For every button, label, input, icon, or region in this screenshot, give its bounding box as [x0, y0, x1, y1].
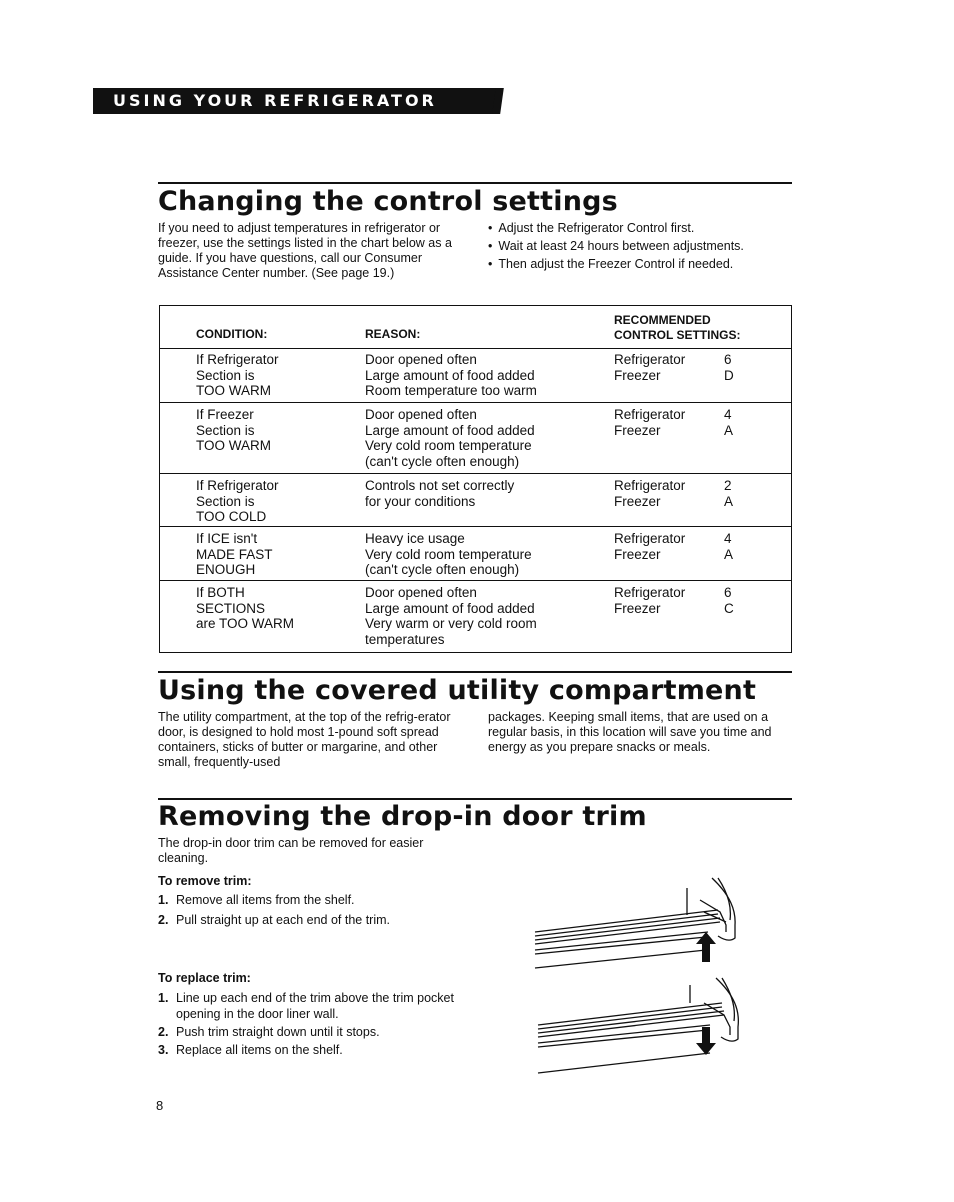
control-settings-intro: If you need to adjust temperatures in refrigerator or freezer, use the settings listed in the chart below as a guide. If you have questions, call our Consumer Assistance Center number. (See page 19.) — [158, 221, 452, 280]
control-names-cell: Refrigerator Freezer — [614, 407, 686, 438]
control-names-cell: Refrigerator Freezer — [614, 478, 686, 509]
section-title-door-trim: Removing the drop-in door trim — [158, 801, 647, 832]
section-banner: USING YOUR REFRIGERATOR — [93, 88, 498, 114]
utility-compartment-text-col2: packages. Keeping small items, that are used on a regular basis, in this location will save you time and energy as you prepare snacks or meals. — [488, 710, 772, 754]
table-row — [160, 474, 791, 527]
tip-item: • Adjust the Refrigerator Control first. — [488, 219, 788, 237]
reason-cell: Heavy ice usage Very cold room temperature (can't cycle often enough) — [365, 531, 532, 577]
reason-cell: Door opened often Large amount of food added Very cold room temperature (can't cycle often enough) — [365, 407, 535, 469]
step-item — [158, 1024, 458, 1040]
step-number: 2. — [158, 1025, 169, 1039]
page-number: 8 — [156, 1098, 164, 1113]
table-row — [160, 348, 791, 403]
header-settings-line1: RECOMMENDED — [614, 313, 711, 327]
header-settings-line2: CONTROL SETTINGS: — [614, 328, 741, 342]
step-number: 1. — [158, 991, 169, 1005]
tip-item: • Wait at least 24 hours between adjustments. — [488, 237, 788, 255]
condition-cell: If Refrigerator Section is TOO WARM — [196, 352, 279, 398]
replace-trim-steps — [158, 990, 458, 1058]
step-number: 1. — [158, 893, 169, 907]
step-text: Push trim straight down until it stops. — [176, 1025, 380, 1039]
header-reason: REASON: — [365, 327, 421, 341]
control-settings-table — [159, 305, 792, 653]
reason-cell: Door opened often Large amount of food added Very warm or very cold room temperatures — [365, 585, 537, 647]
control-names-cell: Refrigerator Freezer — [614, 585, 686, 616]
step-number: 3. — [158, 1043, 169, 1057]
step-number: 2. — [158, 913, 169, 927]
control-values-cell: 6 C — [724, 585, 734, 616]
control-values-cell: 4 A — [724, 531, 734, 562]
step-item — [158, 912, 458, 928]
table-row — [160, 403, 791, 474]
remove-trim-heading: To remove trim: — [158, 874, 252, 888]
section-divider — [158, 182, 792, 184]
step-text: Line up each end of the trim above the trim pocket opening in the door liner wall. — [176, 991, 454, 1021]
reason-cell: Door opened often Large amount of food added Room temperature too warm — [365, 352, 537, 398]
arrow-up-icon — [696, 932, 716, 962]
tip-item: • Then adjust the Freezer Control if needed. — [488, 255, 788, 273]
condition-cell: If Freezer Section is TOO WARM — [196, 407, 271, 453]
control-values-cell: 2 A — [724, 478, 734, 509]
step-text: Remove all items from the shelf. — [176, 893, 355, 907]
step-item — [158, 1042, 458, 1058]
replace-trim-illustration — [530, 975, 750, 1080]
control-names-cell: Refrigerator Freezer — [614, 531, 686, 562]
step-text: Replace all items on the shelf. — [176, 1043, 343, 1057]
table-row — [160, 581, 791, 651]
step-item — [158, 990, 458, 1022]
remove-trim-illustration — [530, 870, 750, 970]
condition-cell: If ICE isn't MADE FAST ENOUGH — [196, 531, 273, 577]
condition-cell: If BOTH SECTIONS are TOO WARM — [196, 585, 295, 631]
replace-trim-heading: To replace trim: — [158, 971, 251, 985]
control-values-cell: 6 D — [724, 352, 734, 383]
header-condition: CONDITION: — [196, 327, 268, 341]
condition-cell: If Refrigerator Section is TOO COLD — [196, 478, 279, 524]
step-text: Pull straight up at each end of the trim. — [176, 913, 391, 927]
utility-compartment-text-col1: The utility compartment, at the top of the refrig-erator door, is designed to hold most 1-pound soft spread containers, sticks of butter or margarine, and other small, frequently-used — [158, 710, 451, 769]
remove-trim-steps — [158, 892, 458, 928]
door-trim-intro: The drop-in door trim can be removed for easier cleaning. — [158, 836, 424, 865]
section-divider — [158, 671, 792, 673]
adjustment-tips-list — [488, 219, 788, 273]
section-title-utility-compartment: Using the covered utility compartment — [158, 675, 757, 706]
section-title-control-settings: Changing the control settings — [158, 186, 618, 217]
reason-cell: Controls not set correctly for your conditions — [365, 478, 515, 509]
control-values-cell: 4 A — [724, 407, 734, 438]
step-item — [158, 892, 458, 908]
table-header — [160, 306, 791, 349]
control-names-cell: Refrigerator Freezer — [614, 352, 686, 383]
table-row — [160, 527, 791, 581]
section-divider — [158, 798, 792, 800]
